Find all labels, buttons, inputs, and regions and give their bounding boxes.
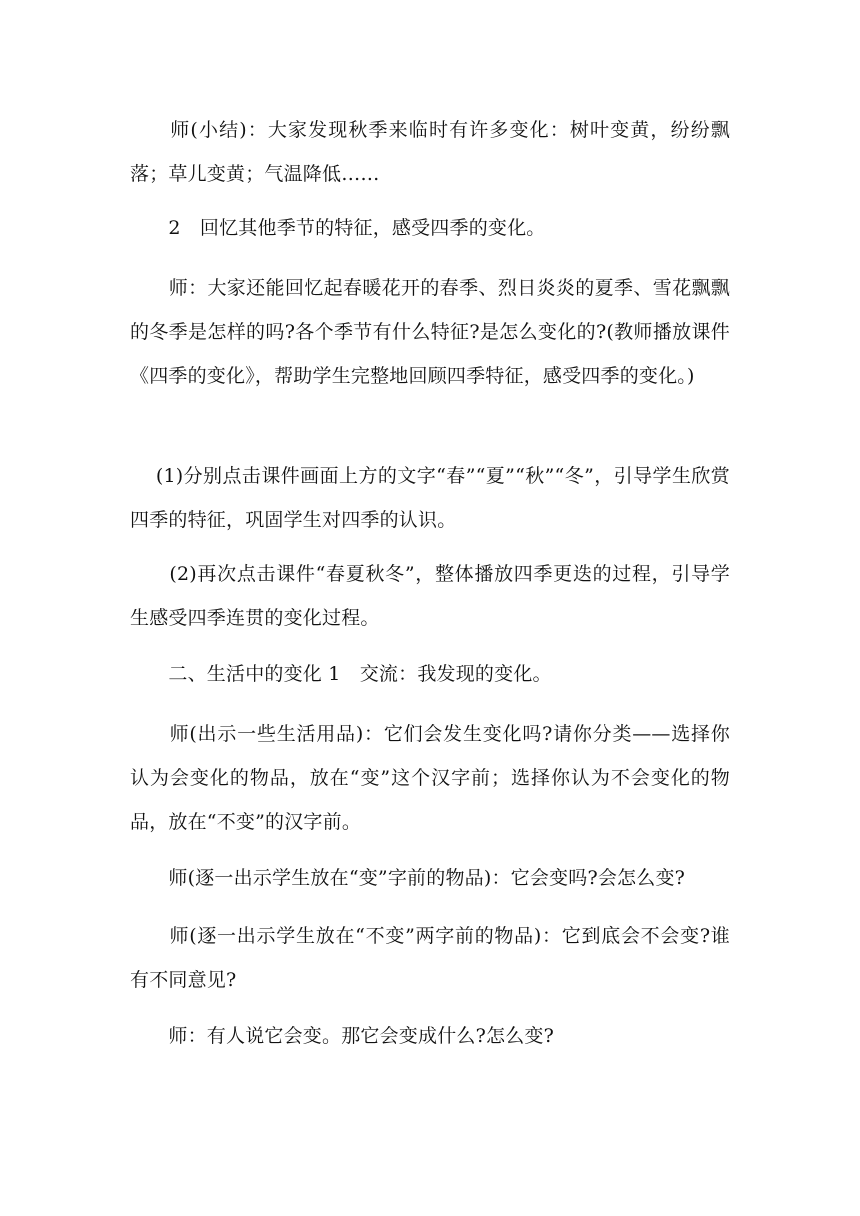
paragraph-step-1: (1)分别点击课件画面上方的文字“春”“夏”“秋”“冬”，引导学生欣赏四季的特征，巩固学生对四季的认识。: [130, 465, 730, 531]
paragraph-section-2-heading: 2 回忆其他季节的特征，感受四季的变化。: [130, 217, 546, 239]
paragraph-teacher-question-seasons: 师：大家还能回忆起春暖花开的春季、烈日炎炎的夏季、雪花飘飘的冬季是怎样的吗?各个季节有什么特征?是怎么变化的?(教师播放课件《四季的变化》，帮助学生完整地回顾四季特征，感受四季的变化。): [130, 277, 730, 387]
paragraph-unchanging-items: 师(逐一出示学生放在“不变”两字前的物品)：它到底会不会变?谁有不同意见?: [130, 925, 730, 991]
paragraph-changeable-items: 师(逐一出示学生放在“变”字前的物品)：它会变吗?会怎么变?: [130, 867, 686, 889]
paragraph-step-2: (2)再次点击课件“春夏秋冬”，整体播放四季更迭的过程，引导学生感受四季连贯的变化过程。: [130, 563, 730, 629]
paragraph-autumn-summary: 师(小结)：大家发现秋季来临时有许多变化：树叶变黄，纷纷飘落；草儿变黄；气温降低……: [130, 119, 730, 185]
paragraph-life-changes-heading: 二、生活中的变化 1 交流：我发现的变化。: [130, 663, 552, 685]
paragraph-sorting-activity: 师(出示一些生活用品)：它们会发生变化吗?请你分类——选择你认为会变化的物品，放在“变”这个汉字前；选择你认为不会变化的物品，放在“不变”的汉字前。: [130, 723, 730, 833]
paragraph-how-change: 师：有人说它会变。那它会变成什么?怎么变?: [130, 1025, 554, 1047]
